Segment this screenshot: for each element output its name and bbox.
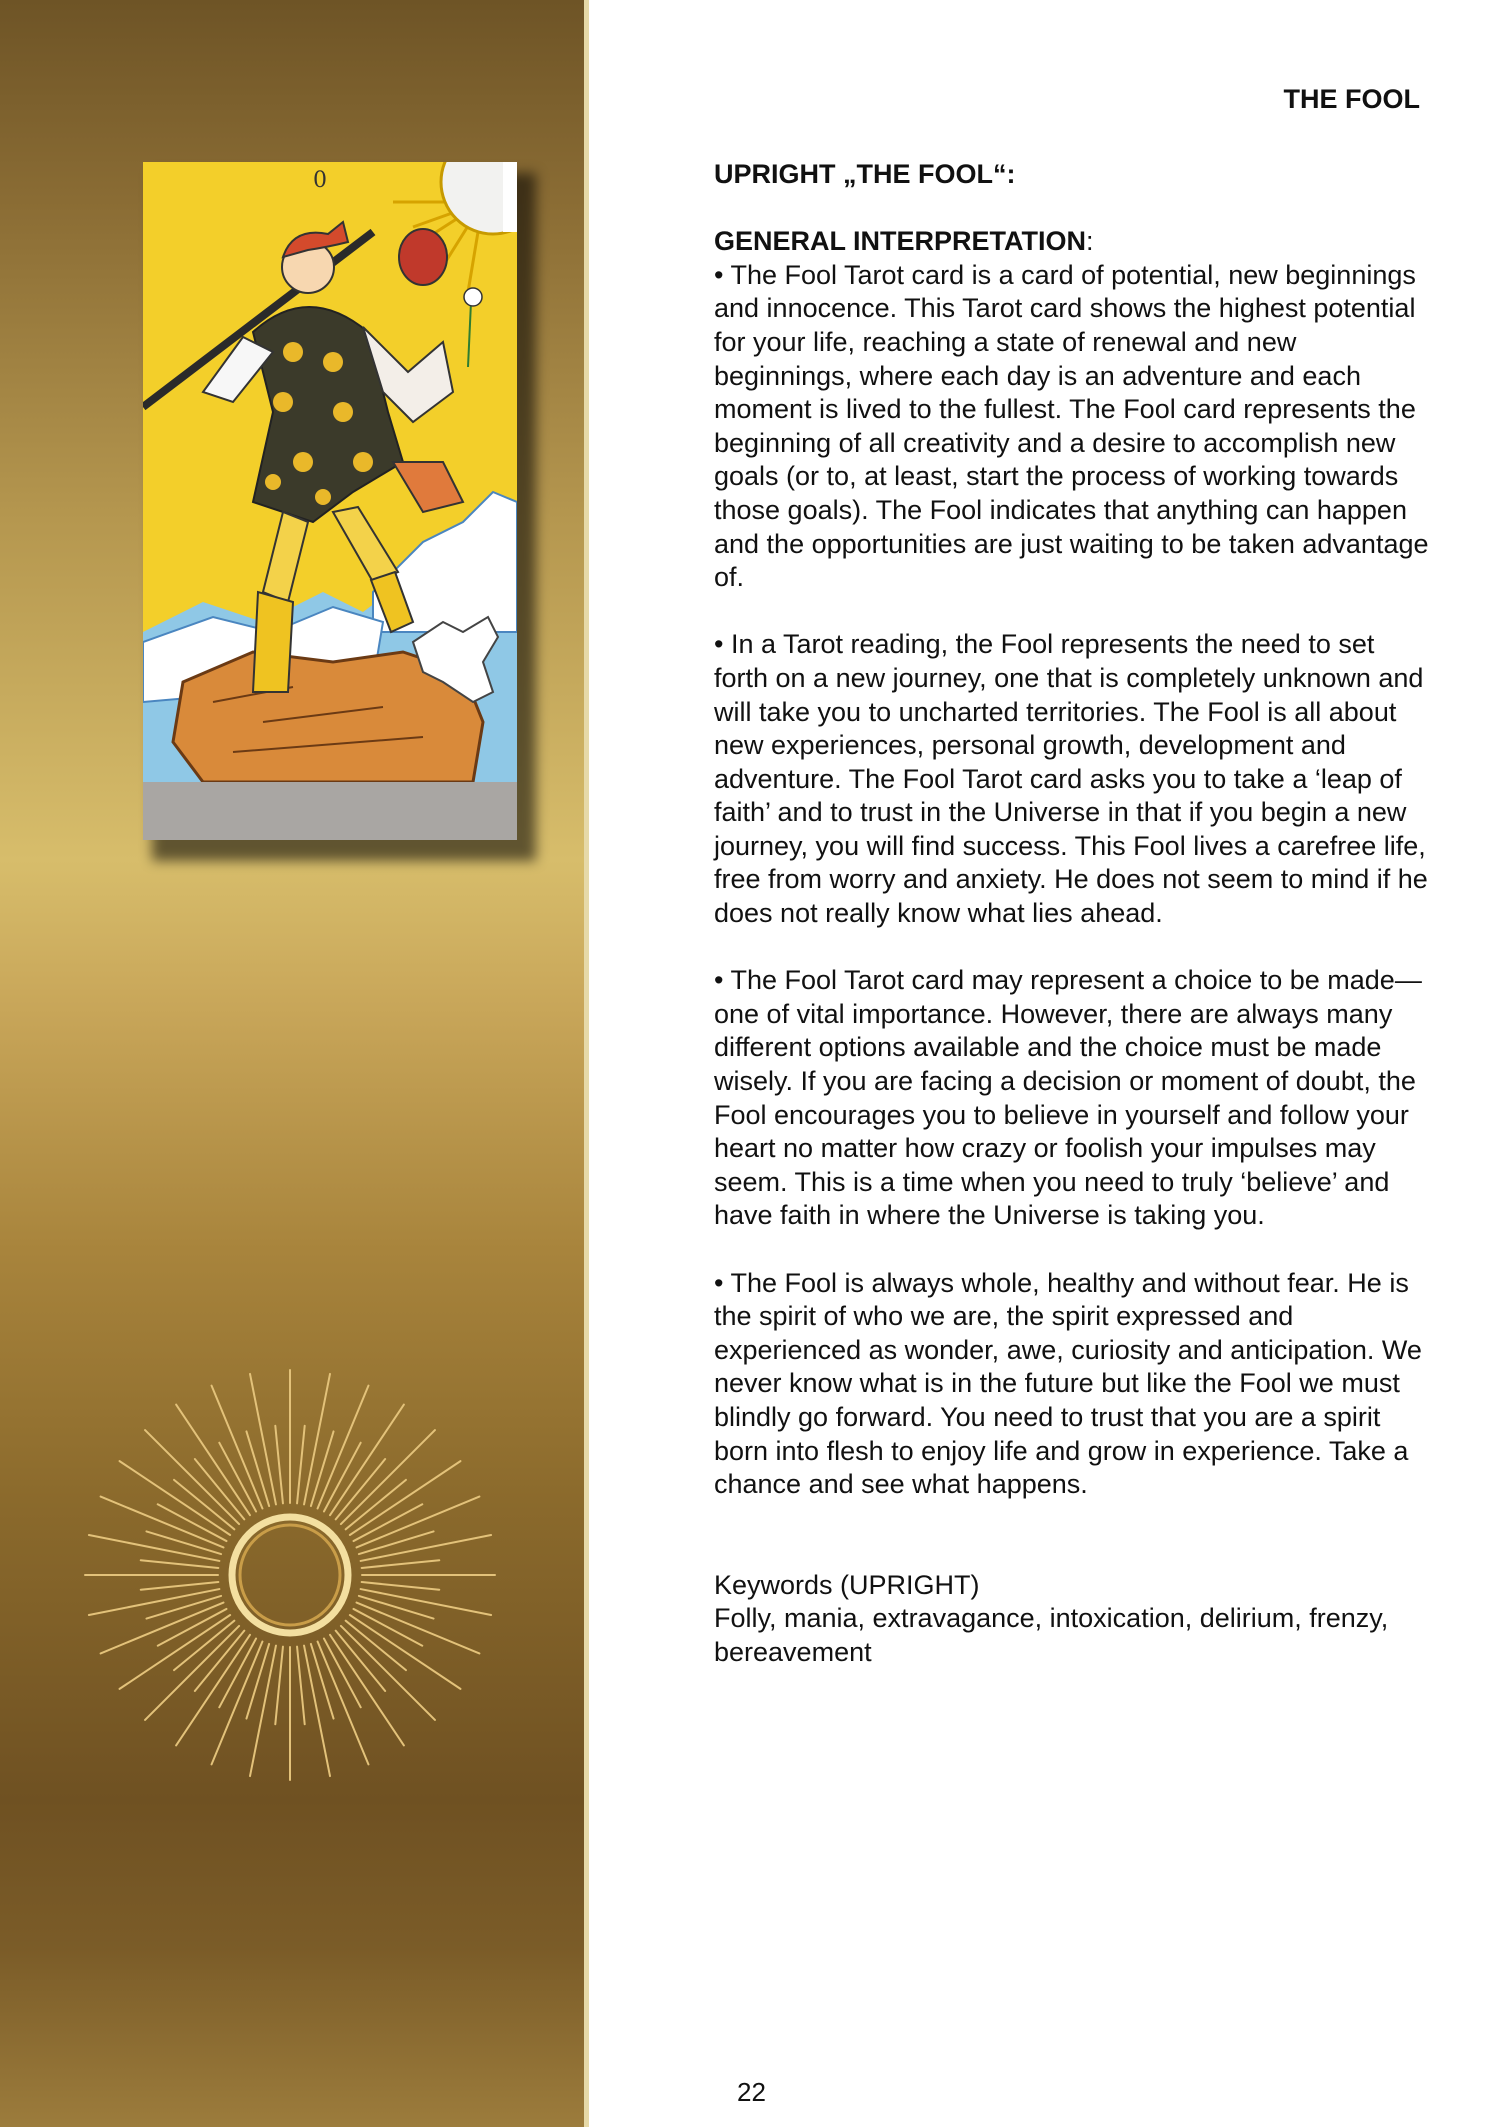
general-interpretation-heading: GENERAL INTERPRETATION bbox=[714, 226, 1087, 257]
sunburst-ray bbox=[275, 1647, 283, 1725]
sunburst-ray bbox=[297, 1647, 305, 1725]
sunburst-ray bbox=[141, 1560, 219, 1568]
sunburst-ray bbox=[297, 1426, 305, 1504]
sunburst-icon bbox=[75, 1360, 505, 1790]
keywords-list: Folly, mania, extravagance, intoxication, delirium, frenzy, bereavement bbox=[714, 1603, 1389, 1667]
sidebar-divider bbox=[584, 0, 589, 2127]
heading-colon: : bbox=[1086, 226, 1094, 257]
paragraph: • The Fool Tarot card is a card of potential, new beginnings and innocence. This Tarot card shows the highest potential for your life, reaching a state of renewal and new beginnings, where each day is an adventure and each moment is lived to the fullest. The Fool card represents the beginning of all creativity and a desire to accomplish new goals (or to, at least, start the process of working towards those goals). The Fool indicates that anything can happen and the opportunities are just waiting to be taken advantage of. bbox=[714, 259, 1429, 593]
upright-heading: UPRIGHT „THE FOOL“: bbox=[714, 159, 1016, 189]
sunburst-ray bbox=[275, 1426, 283, 1504]
keywords-heading: Keywords (UPRIGHT) bbox=[714, 1569, 980, 1600]
main-content bbox=[714, 158, 1434, 1670]
tarot-card bbox=[143, 162, 517, 840]
paragraph: • The Fool Tarot card may represent a choice to be made—one of vital importance. However, there are always many different options available and the choice must be made wisely. If you are facing a decision or moment of doubt, the Fool encourages you to believe in yourself and follow your heart no matter how crazy or foolish your impulses may seem. This is a time when you need to truly ‘believe’ and have faith in where the Universe is taking you. bbox=[714, 965, 1422, 1231]
general-interpretation-heading-line bbox=[714, 225, 1434, 259]
page-number: 22 bbox=[737, 2077, 766, 2107]
tarot-card-fool-image bbox=[143, 162, 517, 782]
sunburst-ray bbox=[362, 1582, 440, 1590]
card-caption-strip bbox=[143, 782, 517, 840]
card-numeral: 0 bbox=[313, 168, 327, 193]
paragraph: • In a Tarot reading, the Fool represents the need to set forth on a new journey, one that is completely unknown and will take you to uncharted territories. The Fool is all about new experiences, personal growth, development and adventure. The Fool Tarot card asks you to take a ‘leap of faith’ and to trust in the Universe in that if you begin a new journey, you will find success. This Fool lives a carefree life, free from worry and anxiety. He does not seem to mind if he does not really know what lies ahead. bbox=[714, 629, 1428, 929]
sunburst-ray bbox=[362, 1560, 440, 1568]
sunburst-ray bbox=[141, 1582, 219, 1590]
paragraph: • The Fool is always whole, healthy and without fear. He is the spirit of who we are, the spirit expressed and experienced as wonder, awe, curiosity and anticipation. We never know what is in the future but like the Fool we must blindly go forward. You need to trust that you are a spirit born into flesh to enjoy life and grow in experience. Take a chance and see what happens. bbox=[714, 1267, 1422, 1500]
page-title: THE FOOL bbox=[1283, 84, 1420, 114]
